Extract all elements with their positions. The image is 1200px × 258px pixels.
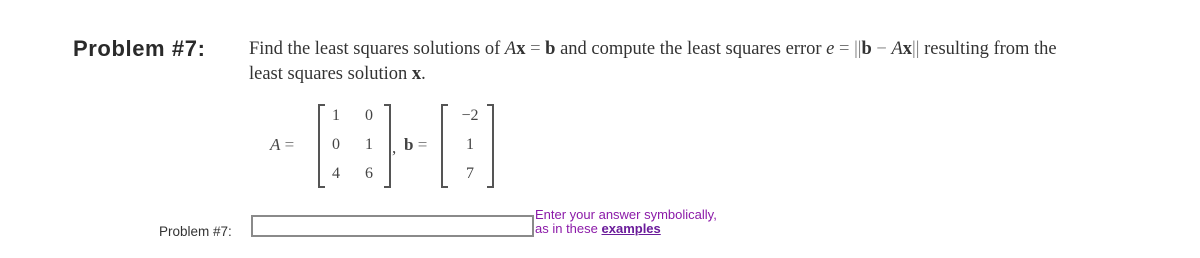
hint-text: as in these	[535, 221, 602, 236]
problem-statement	[249, 37, 1200, 87]
vector-x-symbol: x	[411, 64, 422, 84]
hint-line-1: Enter your answer symbolically,	[535, 207, 717, 222]
matrix-A-right-bracket	[384, 104, 391, 188]
error-e-symbol: e	[826, 39, 835, 59]
answer-label: Problem #7:	[159, 224, 232, 239]
examples-link[interactable]: examples	[601, 221, 661, 236]
vector-b-right-bracket	[487, 104, 494, 188]
matrix-A-cell: 6	[365, 165, 373, 182]
matrix-A-cell: 0	[365, 107, 373, 124]
matrix-A-label: A =	[270, 135, 295, 154]
statement-line-1	[249, 37, 1200, 62]
statement-text: .	[421, 64, 426, 84]
vector-b-symbol: b	[861, 39, 872, 59]
norm-close: ||	[912, 39, 920, 59]
vector-x-symbol: x	[516, 39, 526, 59]
vector-b-label: b =	[404, 135, 428, 154]
statement-line-2	[249, 62, 1200, 87]
answer-input[interactable]	[251, 215, 534, 237]
equals-sign: =	[834, 39, 855, 59]
statement-text: least squares solution	[249, 64, 412, 84]
problem-heading: Problem #7:	[73, 36, 206, 61]
vector-b-cell: −2	[461, 107, 479, 124]
norm-open: ||	[854, 39, 862, 59]
statement-text: resulting from the	[919, 39, 1057, 59]
vector-b-left-bracket	[441, 104, 448, 188]
answer-hint	[535, 208, 717, 236]
matrix-A-symbol: A	[891, 39, 903, 59]
matrix-A-cell: 1	[365, 136, 373, 153]
matrix-A-cell: 4	[332, 165, 340, 182]
matrix-A-cell: 0	[332, 136, 340, 153]
vector-b-symbol: b	[545, 39, 556, 59]
vector-b-cell: 7	[466, 165, 474, 182]
matrix-A-cell: 1	[332, 107, 340, 124]
vector-x-symbol: x	[902, 39, 913, 59]
statement-text: and compute the least squares error	[555, 39, 827, 59]
statement-text: Find the least squares solutions of	[249, 39, 505, 59]
vector-b-cell: 1	[466, 136, 474, 153]
hint-line-2	[535, 222, 717, 236]
separator-comma: ,	[392, 138, 397, 157]
equals-sign: =	[525, 39, 546, 59]
matrix-A-symbol: A	[504, 39, 517, 59]
minus-sign: −	[871, 39, 892, 59]
